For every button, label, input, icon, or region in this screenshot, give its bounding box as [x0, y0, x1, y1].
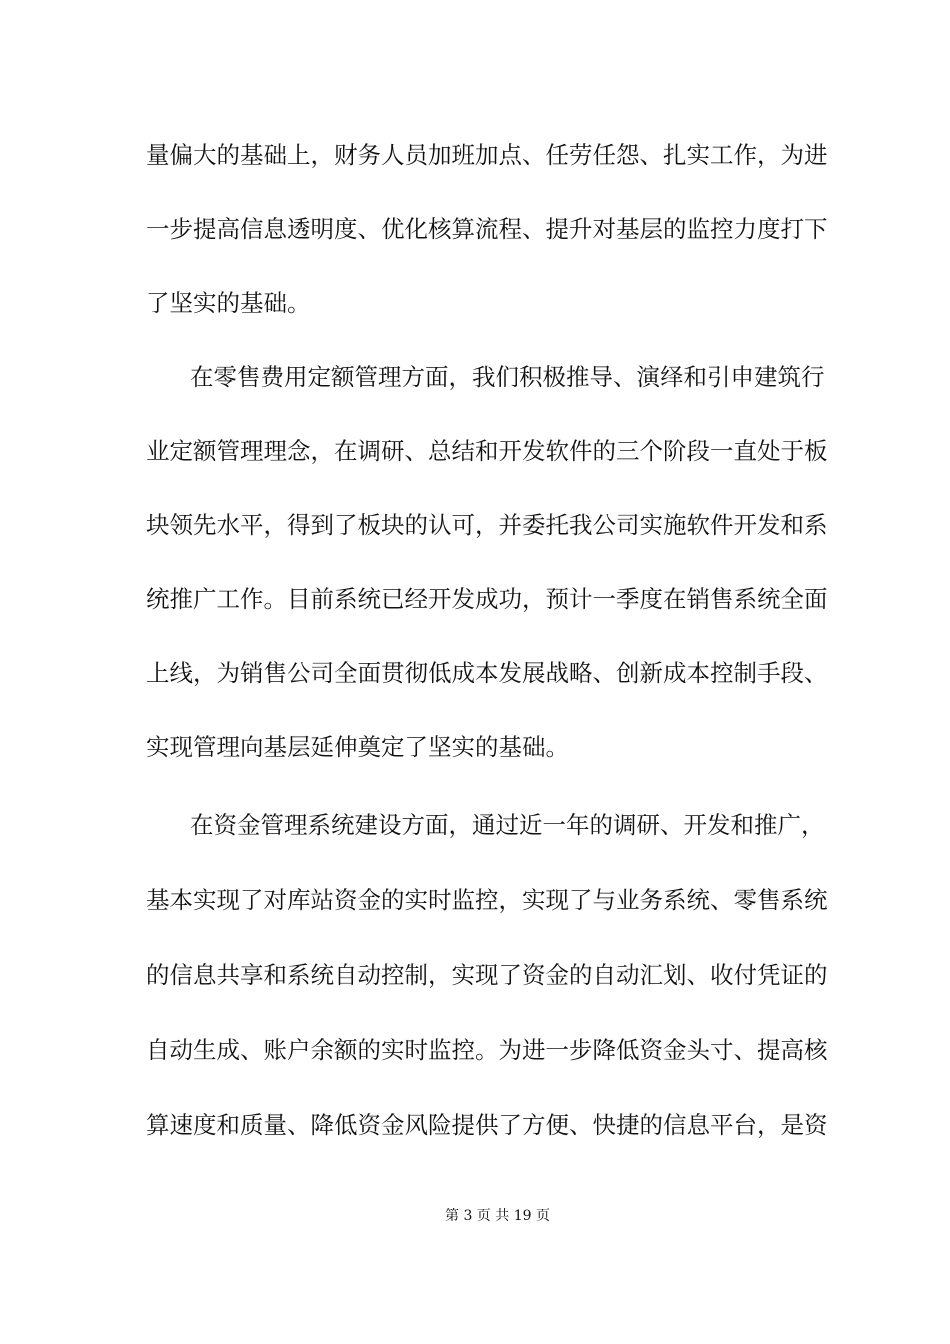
text-line: 自动生成、账户余额的实时监控。为进一步降低资金头寸、提高核 [146, 1036, 828, 1064]
text-line: 上线，为销售公司全面贯彻低成本发展战略、创新成本控制手段、 [146, 659, 828, 687]
text-line: 一步提高信息透明度、优化核算流程、提升对基层的监控力度打下 [146, 215, 828, 243]
text-line: 算速度和质量、降低资金风险提供了方便、快捷的信息平台，是资 [146, 1111, 828, 1139]
text-line: 了坚实的基础。 [146, 289, 311, 317]
text-line: 的信息共享和系统自动控制，实现了资金的自动汇划、收付凭证的 [146, 961, 828, 989]
text-line: 统推广工作。目前系统已经开发成功，预计一季度在销售系统全面 [146, 585, 828, 613]
paragraph-first-line: 在资金管理系统建设方面，通过近一年的调研、开发和推广， [190, 811, 825, 839]
text-line: 基本实现了对库站资金的实时监控，实现了与业务系统、零售系统 [146, 886, 828, 914]
text-line: 量偏大的基础上，财务人员加班加点、任劳任怨、扎实工作，为进 [146, 141, 828, 169]
text-line: 实现管理向基层延伸奠定了坚实的基础。 [146, 733, 569, 761]
text-line: 业定额管理理念，在调研、总结和开发软件的三个阶段一直处于板 [146, 437, 828, 465]
text-line: 块领先水平，得到了板块的认可，并委托我公司实施软件开发和系 [146, 511, 828, 539]
paragraph-first-line: 在零售费用定额管理方面，我们积极推导、演绎和引申建筑行 [190, 363, 825, 391]
page-footer: 第 3 页 共 19 页 [445, 1208, 550, 1224]
